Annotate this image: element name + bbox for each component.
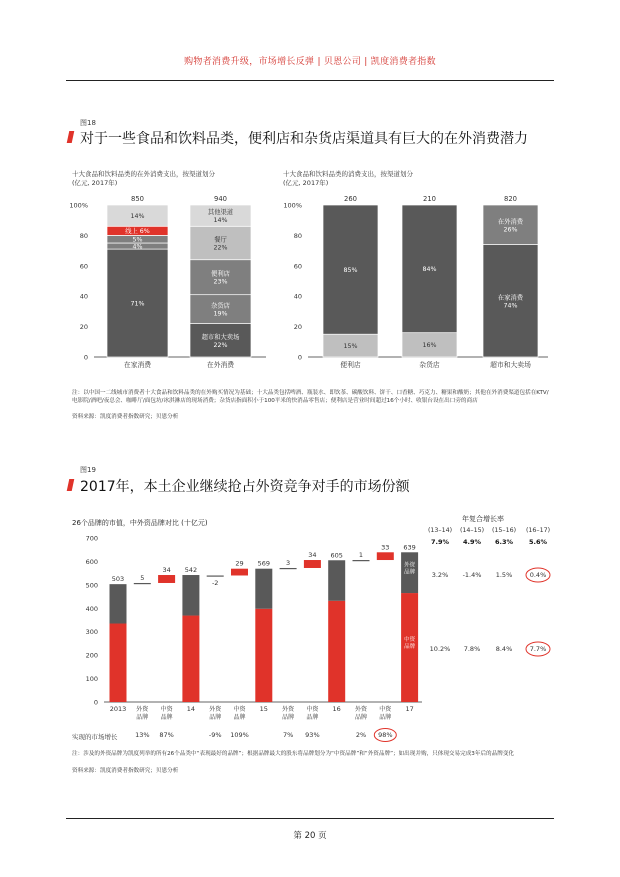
figure-title-marker [67, 479, 75, 491]
growth-foreign: 0.4% [529, 571, 547, 579]
y-tick-label: 600 [85, 557, 98, 566]
chart-market-value-waterfall [66, 530, 426, 745]
x-category-label: 品牌 [282, 714, 295, 721]
y-tick-label: 100% [69, 201, 88, 210]
y-tick-label: 500 [85, 581, 98, 590]
segment-label: 16% [422, 342, 437, 350]
bar-domestic-delta [231, 569, 248, 576]
bar-total-label: 850 [131, 195, 144, 203]
bar-value-label: 34 [162, 566, 171, 575]
inner-label: 品牌 [404, 569, 416, 576]
growth-total: 7.9% [430, 538, 450, 546]
x-category-label: 2013 [109, 705, 127, 713]
segment-label: 26% [503, 226, 518, 234]
bar-value-label: 29 [235, 559, 244, 568]
growth-foreign: 3.2% [431, 571, 449, 579]
bar-domestic [255, 609, 272, 702]
segment-label: 杂货店 [211, 302, 230, 310]
y-tick-label: 0 [83, 353, 88, 362]
segment-label: 在家消费 [497, 294, 524, 302]
bar-value-label: 542 [184, 566, 198, 575]
growth-period: (14–15) [459, 527, 485, 534]
y-tick-label: 700 [85, 534, 98, 543]
y-tick-label: 0 [93, 698, 98, 707]
growth-domestic: 7.7% [529, 645, 547, 653]
y-tick-label: 60 [79, 262, 88, 271]
segment-label: 74% [503, 302, 518, 310]
growth-domestic: 7.8% [463, 645, 481, 653]
x-category-label: 15 [259, 705, 268, 713]
figure-source: 资料来源：凯度消费者指数研究；贝恩分析 [72, 414, 179, 420]
bar-foreign-delta [353, 560, 370, 561]
figure-note: 注：以中国一二线城市消费者十大食品和饮料品类的在外购买情况为基础；十大品类包括啤酒、瓶装水、即饮茶、碳酸饮料、饼干、口香糖、巧克力、糖果和酸奶；其他在外消费渠道包括在KTV/电影院/酒吧/夜总会、咖啡厅/面包坊/冰淇淋店的现场消费；杂货店指面积小于100平米的快消品零售店；便利店是营业时间超过16个小时、收银台设在出口旁的商店 [72, 390, 549, 404]
x-category-label: 中资 [379, 706, 392, 713]
growth-domestic: 10.2% [429, 645, 451, 653]
bar-value-label: 569 [257, 559, 271, 568]
figure-note: 注：涉及的外资品牌为凯度列举的所有26个品类中“表现最好的品牌”；根据品牌最大的股东将品牌划分为“中资品牌”和“外资品牌”；如出现并购，只体现交易完成3年后的品牌变化 [72, 751, 515, 757]
bar-domestic-delta [377, 552, 394, 560]
growth-rate-table [420, 520, 560, 660]
segment-label: 14% [213, 217, 228, 225]
y-tick-label: 0 [297, 353, 302, 362]
bar-domestic-delta [158, 575, 175, 583]
bar-domestic [110, 624, 127, 702]
x-category-label: 在家消费 [123, 361, 152, 369]
x-category-label: 中资 [160, 706, 173, 713]
figure-title: 2017年，本土企业继续抢占外资竞争对手的市场份额 [80, 479, 410, 495]
growth-foreign: -1.4% [462, 571, 482, 579]
figure-title-marker [67, 131, 75, 143]
x-category-label: 品牌 [160, 714, 173, 721]
bar-value-label: 1 [358, 551, 364, 560]
growth-value: 13% [135, 731, 150, 739]
inner-label: 品牌 [404, 644, 416, 651]
y-tick-label: 40 [293, 292, 302, 301]
inner-label: 中资 [404, 637, 416, 644]
figure-number: 图19 [80, 466, 96, 474]
y-tick-label: 300 [85, 628, 98, 637]
growth-period: (16–17) [525, 527, 551, 534]
bar-value-label: 34 [308, 551, 317, 560]
x-category-label: 品牌 [306, 714, 319, 721]
growth-value: 93% [305, 731, 320, 739]
bar-domestic [182, 616, 199, 702]
bar-foreign-delta [134, 583, 151, 584]
bar-value-label: 5 [140, 573, 145, 582]
growth-value: 87% [159, 731, 174, 739]
x-category-label: 外资 [282, 706, 295, 713]
y-tick-label: 80 [293, 231, 302, 240]
segment-label: 22% [213, 341, 228, 349]
growth-period: (15–16) [491, 527, 517, 534]
bar-foreign [182, 575, 199, 616]
segment-label: 其他渠道 [207, 209, 234, 217]
chart-channel-share-by-location [66, 190, 276, 380]
segment-label: 19% [213, 310, 228, 318]
bar-foreign-delta [207, 575, 224, 576]
growth-value: 7% [282, 731, 294, 739]
x-category-label: 品牌 [136, 714, 149, 721]
growth-total: 6.3% [494, 538, 514, 546]
y-tick-label: 400 [85, 604, 98, 613]
bar-value-label: 605 [330, 551, 343, 560]
x-category-label: 品牌 [379, 714, 392, 721]
y-tick-label: 20 [293, 323, 302, 332]
segment-label: 14% [130, 212, 145, 220]
growth-row-label: 实现的市场增长 [72, 733, 118, 741]
x-category-label: 中资 [233, 706, 246, 713]
bar-foreign [255, 569, 272, 609]
x-category-label: 17 [405, 705, 414, 713]
figure-title: 对于一些食品和饮料品类，便利店和杂货店渠道具有巨大的在外消费潜力 [80, 131, 528, 147]
segment-label: 4% [132, 243, 143, 251]
bar-value-label: 639 [403, 543, 416, 552]
y-tick-label: 20 [79, 323, 88, 332]
y-tick-label: 100% [283, 201, 302, 210]
x-category-label: 14 [186, 705, 196, 713]
y-tick-label: 200 [85, 651, 98, 660]
y-tick-label: 40 [79, 292, 88, 301]
y-tick-label: 80 [79, 231, 88, 240]
inner-label: 外资 [404, 562, 416, 569]
bar-value-label: 33 [381, 543, 390, 552]
x-category-label: 杂货店 [419, 361, 440, 369]
bar-total-label: 210 [423, 195, 436, 203]
segment-label: 85% [343, 266, 358, 274]
growth-total: 5.6% [528, 538, 548, 546]
bar-foreign-delta [280, 568, 297, 569]
growth-total: 4.9% [462, 538, 482, 546]
x-category-label: 品牌 [354, 714, 368, 721]
segment-label: 在外消费 [497, 218, 524, 226]
segment-label: 23% [213, 278, 228, 286]
segment-label: 84% [422, 266, 437, 274]
figure-number: 图18 [80, 119, 96, 127]
x-category-label: 外资 [209, 706, 222, 713]
figure-source: 资料来源：凯度消费者指数研究；贝恩分析 [72, 768, 179, 774]
bar-foreign [110, 584, 127, 623]
page-header: 购物者消费升级，市场增长反弹 | 贝恩公司 | 凯度消费者指数 [184, 57, 436, 67]
segment-label: 便利店 [211, 270, 230, 278]
page-number: 第 20 页 [293, 831, 327, 841]
bar-foreign [328, 560, 345, 601]
bar-total-label: 940 [214, 195, 227, 203]
growth-value: 98% [378, 731, 393, 739]
growth-table-title: 年复合增长率 [462, 515, 504, 523]
x-category-label: 品牌 [233, 714, 246, 721]
waterfall-chart-title: 26个品牌的市值，中外资品牌对比 (十亿元) [72, 519, 208, 527]
y-tick-label: 60 [293, 262, 302, 271]
left-chart-title: 十大食品和饮料品类的在外消费支出，按渠道划分 (亿元, 2017年) [72, 170, 215, 187]
growth-domestic: 8.4% [495, 645, 513, 653]
footer-rule [66, 818, 554, 819]
segment-label: 餐厅 [214, 236, 227, 244]
x-category-label: 品牌 [209, 714, 222, 721]
chart-consumption-by-channel [280, 190, 550, 380]
x-category-label: 超市和大卖场 [490, 361, 531, 369]
growth-value: 2% [355, 731, 367, 739]
segment-label: 71% [130, 300, 145, 308]
segment-label: 15% [343, 342, 358, 350]
x-category-label: 外资 [354, 706, 368, 713]
x-category-label: 便利店 [340, 361, 361, 369]
segment-label: 22% [213, 244, 228, 252]
growth-period: (13–14) [427, 527, 453, 534]
bar-value-label: -2 [211, 578, 219, 587]
x-category-label: 在外消费 [206, 361, 235, 369]
bar-total-label: 820 [504, 195, 517, 203]
segment-label: 超市和大卖场 [201, 333, 240, 341]
bar-total-label: 260 [344, 195, 357, 203]
growth-value: -9% [208, 731, 222, 739]
bar-value-label: 3 [286, 558, 291, 567]
segment-label: 5% [132, 236, 143, 244]
segment-label: 线上 6% [125, 228, 150, 236]
x-category-label: 16 [332, 705, 341, 713]
right-chart-title: 十大食品和饮料品类的消费支出，按渠道划分 (亿元, 2017年) [283, 170, 413, 187]
bar-domestic-delta [304, 560, 321, 568]
growth-value: 109% [230, 731, 249, 739]
bar-value-label: 503 [111, 575, 125, 584]
x-category-label: 中资 [306, 706, 319, 713]
bar-domestic [328, 601, 345, 702]
y-tick-label: 100 [85, 675, 98, 684]
growth-foreign: 1.5% [495, 571, 513, 579]
x-category-label: 外资 [136, 706, 149, 713]
header-rule [66, 80, 554, 81]
